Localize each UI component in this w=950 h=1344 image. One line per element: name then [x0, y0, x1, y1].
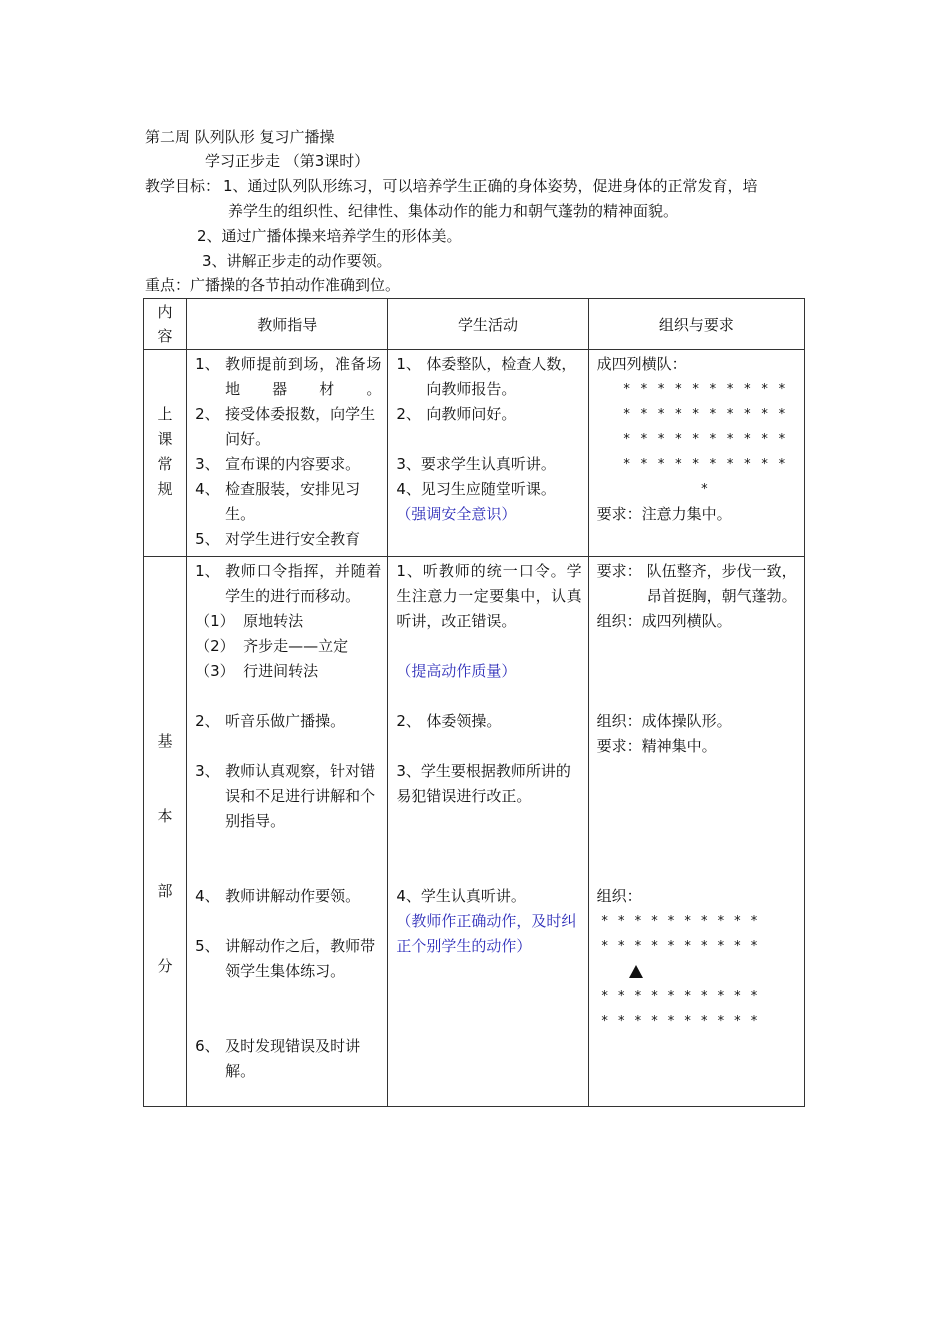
- demo-note: （教师作正确动作，及时纠正个别学生的动作）: [396, 912, 577, 955]
- org-cell-main: [588, 557, 804, 1107]
- section-label-main: [144, 557, 187, 1107]
- header-organization: 组织与要求: [588, 299, 804, 350]
- table-row-main-part: [144, 557, 805, 1107]
- student-cell-main: [388, 557, 588, 1107]
- list-item: 3、 教师认真观察，针对错误和不足进行讲解和个别指导。: [195, 762, 376, 830]
- objectives-label: 教学目标：: [145, 177, 221, 195]
- list-item: 1、 教师口令指挥，并随着学生的进行而移动。: [195, 562, 382, 605]
- lesson-plan-table: [143, 298, 805, 1107]
- list-item: 2、 听音乐做广播操。: [195, 712, 346, 730]
- section-char: 本: [157, 807, 173, 825]
- list-item: 2、 接受体委报数，向学生问好。: [195, 405, 376, 448]
- star-row: * * * * * * * * * *: [623, 432, 786, 447]
- star-row: * * * * * * * * * *: [623, 407, 786, 422]
- table-row-class-routine: [144, 350, 805, 557]
- objective-3: 3、讲解正步走的动作要领。: [202, 252, 392, 270]
- lesson-subtitle: 学习正步走 （第3课时）: [205, 152, 370, 170]
- star-row: * * * * * * * * * *: [601, 1014, 758, 1029]
- list-item: 2、 体委领操。: [396, 712, 502, 730]
- header-content: [144, 299, 187, 350]
- list-item: 3、 宣布课的内容要求。: [195, 455, 361, 473]
- star-row: * * * * * * * * * *: [601, 939, 758, 954]
- list-item: 1、 教师提前到场，准备场地器材。: [195, 355, 382, 398]
- objective-1-cont: 养学生的组织性、纪律性、集体动作的能力和朝气蓬勃的精神面貌。: [228, 202, 679, 220]
- list-item: 6、 及时发现错误及时讲解。: [195, 1037, 361, 1080]
- section-char: 常: [157, 455, 173, 473]
- list-item: 4、 检查服装，安排见习生。: [195, 480, 361, 523]
- star-row: * * * * * * * * * *: [623, 382, 786, 397]
- header-content-1: 内: [157, 303, 173, 321]
- list-item: 3、要求学生认真听讲。: [396, 455, 556, 473]
- sub-item: （3） 行进间转法: [195, 662, 319, 680]
- header-student: 学生活动: [388, 299, 588, 350]
- list-item: 4、见习生应随堂听课。: [396, 480, 556, 498]
- teacher-triangle-icon: [597, 959, 762, 984]
- safety-note: （强调安全意识）: [396, 505, 517, 523]
- main-requirement: 要求： 队伍整齐，步伐一致，昂首挺胸，朝气蓬勃。: [596, 562, 797, 605]
- star-row: * * * * * * * * * *: [601, 989, 758, 1004]
- section-char: 课: [157, 430, 173, 448]
- org-line-2-req: 要求：精神集中。: [596, 737, 717, 755]
- formation-title: 成四列横队：: [596, 355, 687, 373]
- lesson-title: 第二周 队列队形 复习广播操: [145, 128, 335, 146]
- section-char: 上: [157, 405, 173, 423]
- star-formation-four-rows: [597, 377, 798, 502]
- list-item: 5、 讲解动作之后，教师带领学生集体练习。: [195, 937, 376, 980]
- table-header-row: [144, 299, 805, 350]
- quality-note: （提高动作质量）: [396, 662, 517, 680]
- section-label-routine: [144, 350, 187, 557]
- student-item-3: 3、学生要根据教师所讲的易犯错误进行改正。: [396, 762, 571, 805]
- header-content-2: 容: [157, 327, 173, 345]
- header-teacher: 教师指导: [187, 299, 388, 350]
- section-char: 规: [157, 480, 173, 498]
- section-char: 基: [157, 732, 173, 750]
- list-item: 2、 向教师问好。: [396, 405, 517, 423]
- org-line-3: 组织：: [596, 887, 642, 905]
- sub-item: （2） 齐步走——立定: [195, 637, 349, 655]
- teacher-star: *: [701, 482, 708, 497]
- star-row: * * * * * * * * * *: [601, 914, 758, 929]
- sub-item: （1） 原地转法: [195, 612, 304, 630]
- list-item: 4、 教师讲解动作要领。: [195, 887, 361, 905]
- org-cell-routine: [588, 350, 804, 557]
- star-row: * * * * * * * * * *: [623, 457, 786, 472]
- teacher-cell-routine: [187, 350, 388, 557]
- teacher-cell-main: [187, 557, 388, 1107]
- org-line-1: 组织：成四列横队。: [596, 612, 732, 630]
- objective-1: 1、通过队列队形练习，可以培养学生正确的身体姿势，促进身体的正常发育，培: [223, 177, 758, 195]
- section-char: 分: [157, 957, 173, 975]
- star-formation-teaching: [597, 909, 798, 1034]
- list-item: 5、 对学生进行安全教育: [195, 530, 361, 548]
- student-item-4: 4、学生认真听讲。: [396, 887, 526, 905]
- routine-requirement: 要求：注意力集中。: [596, 505, 732, 523]
- org-line-2: 组织：成体操队形。: [596, 712, 732, 730]
- objective-2: 2、通过广播体操来培养学生的形体美。: [197, 227, 462, 245]
- student-cell-routine: [388, 350, 588, 557]
- key-point: 重点：广播操的各节拍动作准确到位。: [145, 276, 401, 294]
- student-item-1: 1、听教师的统一口令。学生注意力一定要集中，认真听讲，改正错误。: [396, 562, 582, 630]
- list-item: 1、 体委整队，检查人数，向教师报告。: [396, 355, 577, 398]
- section-char: 部: [157, 882, 173, 900]
